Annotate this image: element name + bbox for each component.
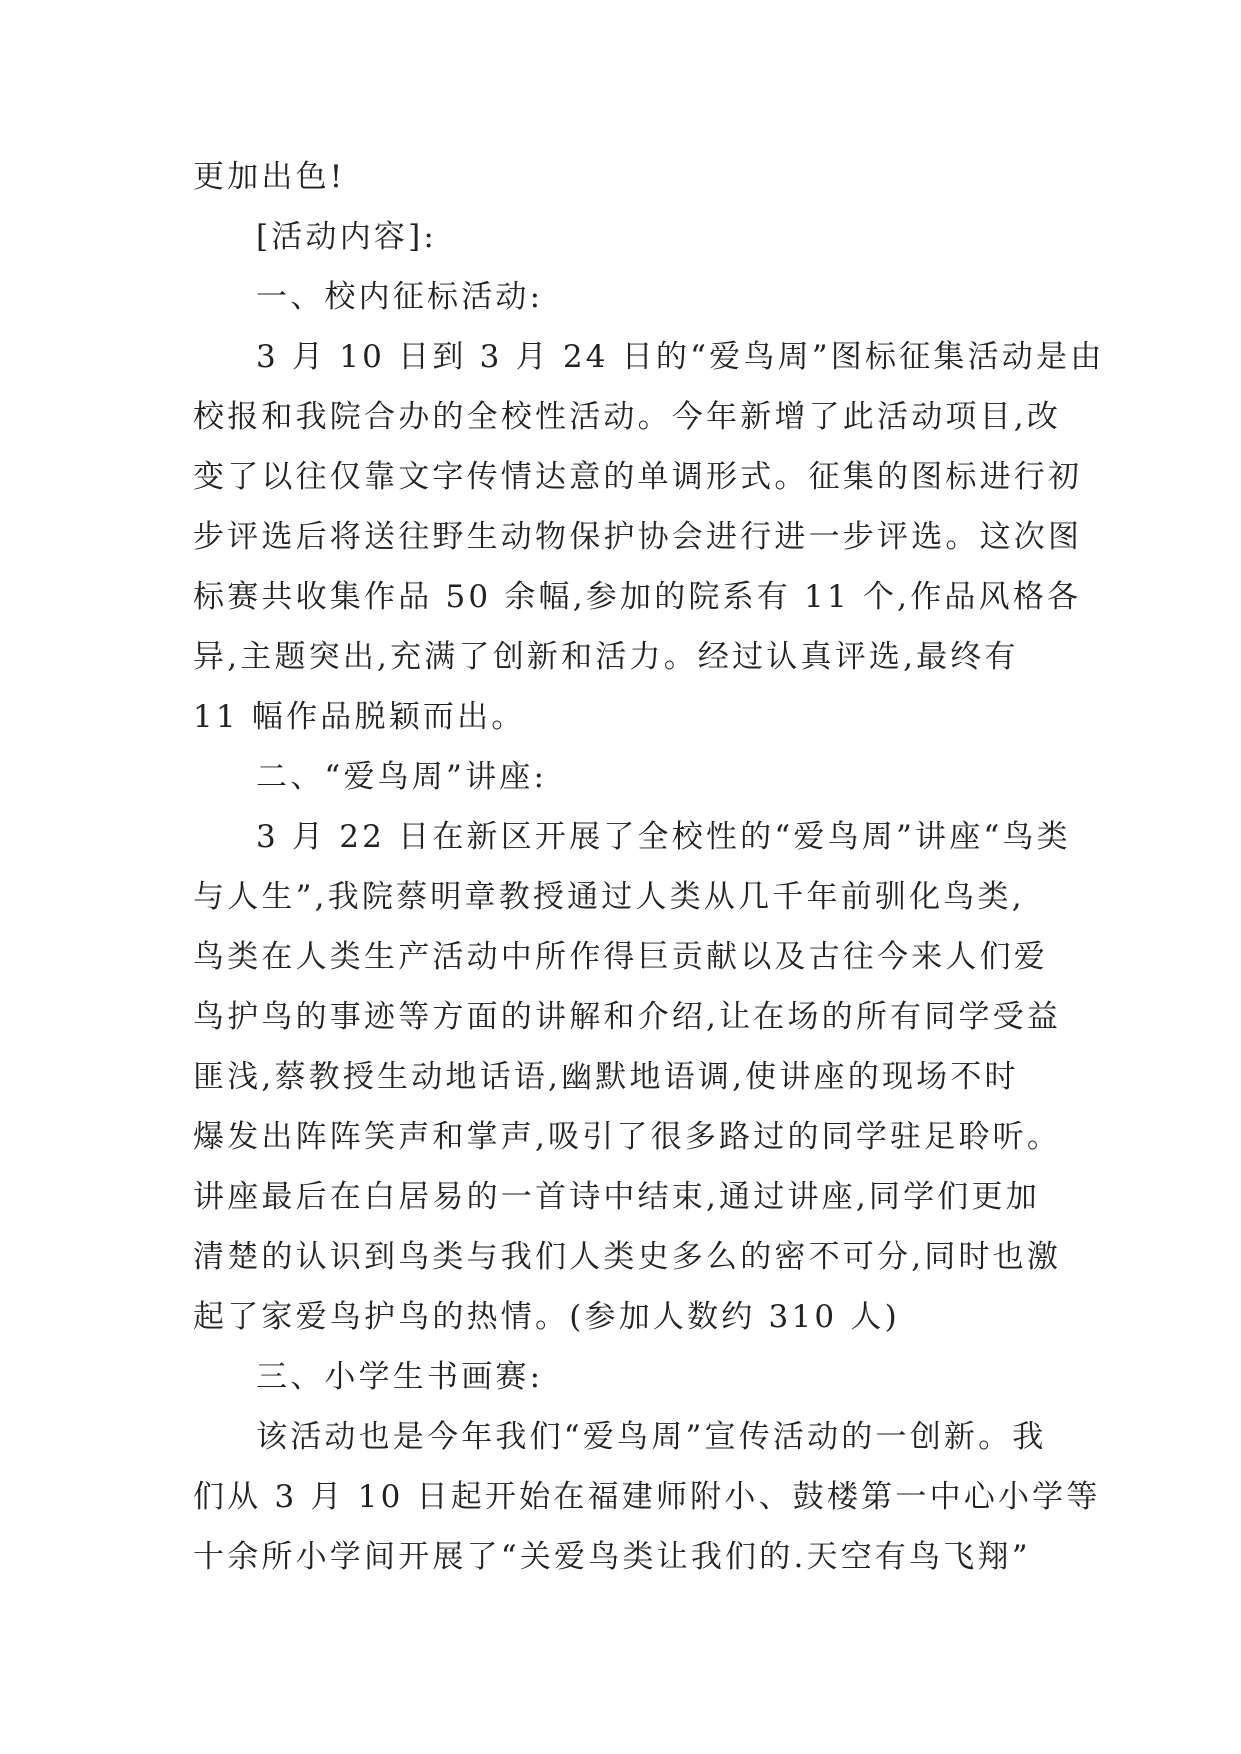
text-line: 步评选后将送往野生动物保护协会进行进一步评选。这次图 xyxy=(193,519,1083,555)
section-heading: 一、校内征标活动: xyxy=(256,279,544,315)
text-line: 鸟护鸟的事迹等方面的讲解和介绍,让在场的所有同学受益 xyxy=(193,999,1062,1035)
text-line: 爆发出阵阵笑声和掌声,吸引了很多路过的同学驻足聆听。 xyxy=(193,1119,1062,1155)
text-line: 11 幅作品脱颖而出。 xyxy=(193,699,526,735)
section-heading: 三、小学生书画赛: xyxy=(256,1359,544,1395)
section-heading: 二、“爱鸟周”讲座: xyxy=(256,759,548,795)
text-line: 清楚的认识到鸟类与我们人类史多么的密不可分,同时也激 xyxy=(193,1239,1062,1275)
text-line: 鸟类在人类生产活动中所作得巨贡献以及古往今来人们爱 xyxy=(193,939,1048,975)
text-line: 讲座最后在白居易的一首诗中结束,通过讲座,同学们更加 xyxy=(193,1179,1040,1215)
text-line: 校报和我院合办的全校性活动。今年新增了此活动项目,改 xyxy=(193,399,1062,435)
text-line: 匪浅,蔡教授生动地话语,幽默地语调,使讲座的现场不时 xyxy=(193,1059,1019,1095)
text-line: 十余所小学间开展了“关爱鸟类让我们的.天空有鸟飞翔” xyxy=(193,1539,1031,1575)
text-line: 变了以往仅靠文字传情达意的单调形式。征集的图标进行初 xyxy=(193,459,1083,495)
text-line: 该活动也是今年我们“爱鸟周”宣传活动的一创新。我 xyxy=(256,1419,1047,1455)
text-line: 与人生”,我院蔡明章教授通过人类从几千年前驯化鸟类, xyxy=(193,879,1025,915)
text-line: 3 月 10 日到 3 月 24 日的“爱鸟周”图标征集活动是由 xyxy=(256,339,1105,375)
text-line: 起了家爱鸟护鸟的热情。(参加人数约 310 人) xyxy=(193,1299,900,1335)
text-line: 更加出色! xyxy=(193,159,346,195)
text-line: 标赛共收集作品 50 余幅,参加的院系有 11 个,作品风格各 xyxy=(193,579,1082,615)
text-line: 们从 3 月 10 日起开始在福建师附小、鼓楼第一中心小学等 xyxy=(193,1479,1101,1515)
text-line: 3 月 22 日在新区开展了全校性的“爱鸟周”讲座“鸟类 xyxy=(256,819,1071,855)
text-line: 异,主题突出,充满了创新和活力。经过认真评选,最终有 xyxy=(193,639,1019,675)
section-label: [活动内容]: xyxy=(256,219,438,255)
